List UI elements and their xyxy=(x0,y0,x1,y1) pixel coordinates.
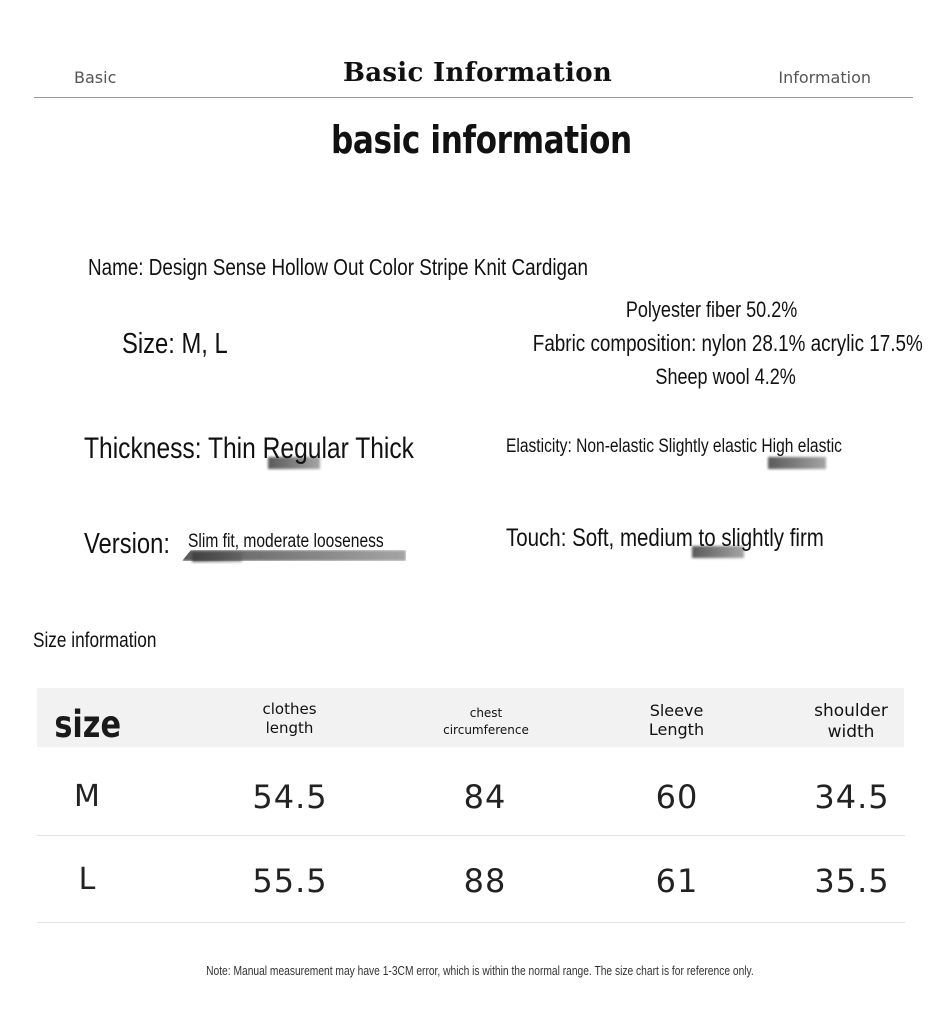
header-sleeve-line1: Sleeve xyxy=(649,701,704,720)
elasticity-line-text: Elasticity: Non-elastic Slightly elastic High elastic xyxy=(506,436,842,457)
header-shoulder-line1: shoulder xyxy=(814,701,888,721)
measurement-note xyxy=(0,964,939,978)
row-l-clothes-length: 55.5 xyxy=(252,862,328,900)
row-l-size: L xyxy=(78,862,97,897)
header-clothes-length-line1: clothes xyxy=(262,700,317,718)
measurement-note-text: Note: Manual measurement may have 1-3CM error, which is within the normal range. The size chart is for reference only. xyxy=(206,964,754,978)
header-size xyxy=(40,703,135,746)
row-m-size: M xyxy=(74,779,101,814)
header-sleeve xyxy=(620,701,733,739)
version-label-text: Version: xyxy=(84,528,170,560)
version-value xyxy=(188,531,427,553)
fabric-line-1-text: Polyester fiber 50.2% xyxy=(626,297,798,322)
fabric-line-2 xyxy=(490,330,930,357)
row-m-shoulder: 34.5 xyxy=(814,778,890,816)
row-l-sleeve: 61 xyxy=(655,862,699,900)
row-divider xyxy=(37,922,905,923)
header-chest-line1: chest xyxy=(469,706,503,720)
row-divider xyxy=(37,835,905,836)
thickness-line xyxy=(84,432,486,466)
header-shoulder-line2: width xyxy=(827,722,875,742)
header-sleeve-line2: Length xyxy=(648,720,705,739)
fabric-line-2-text: Fabric composition: nylon 28.1% acrylic 17.5% xyxy=(532,330,923,356)
header-chest xyxy=(426,705,546,739)
header-left-label: Basic xyxy=(74,68,117,87)
size-info-title-text: Size information xyxy=(33,629,157,652)
row-l-shoulder: 35.5 xyxy=(814,862,890,900)
section-title xyxy=(0,118,939,162)
size-info-title xyxy=(33,629,184,653)
header-shoulder xyxy=(795,701,907,743)
header-chest-line2: circumference xyxy=(443,723,529,737)
touch-line xyxy=(506,524,894,553)
version-label xyxy=(84,528,189,561)
row-l-chest: 88 xyxy=(463,862,507,900)
header-divider xyxy=(34,97,913,98)
product-name xyxy=(88,254,698,281)
section-title-text: basic information xyxy=(330,118,632,162)
elasticity-line xyxy=(506,436,916,458)
fabric-line-3 xyxy=(522,364,930,390)
size-line-text: Size: M, L xyxy=(122,328,228,360)
touch-line-text: Touch: Soft, medium to slightly firm xyxy=(506,524,824,552)
version-highlight-dark xyxy=(192,552,242,562)
row-m-clothes-length: 54.5 xyxy=(252,778,328,816)
header-clothes-length xyxy=(232,700,347,738)
thickness-line-text: Thickness: Thin Regular Thick xyxy=(84,432,414,465)
row-m-chest: 84 xyxy=(463,778,507,816)
size-line xyxy=(122,328,251,361)
fabric-line-3-text: Sheep wool 4.2% xyxy=(655,364,797,389)
elasticity-highlight xyxy=(768,457,826,469)
header-title: Basic Information xyxy=(342,58,613,88)
version-value-text: Slim fit, moderate looseness xyxy=(188,531,384,552)
row-m-sleeve: 60 xyxy=(655,778,699,816)
header-size-text: size xyxy=(54,703,121,746)
header-right-label: Information xyxy=(778,68,871,87)
product-name-text: Name: Design Sense Hollow Out Color Stripe Knit Cardigan xyxy=(88,254,589,280)
fabric-line-1 xyxy=(522,297,902,323)
header-clothes-length-line2: length xyxy=(265,719,314,737)
